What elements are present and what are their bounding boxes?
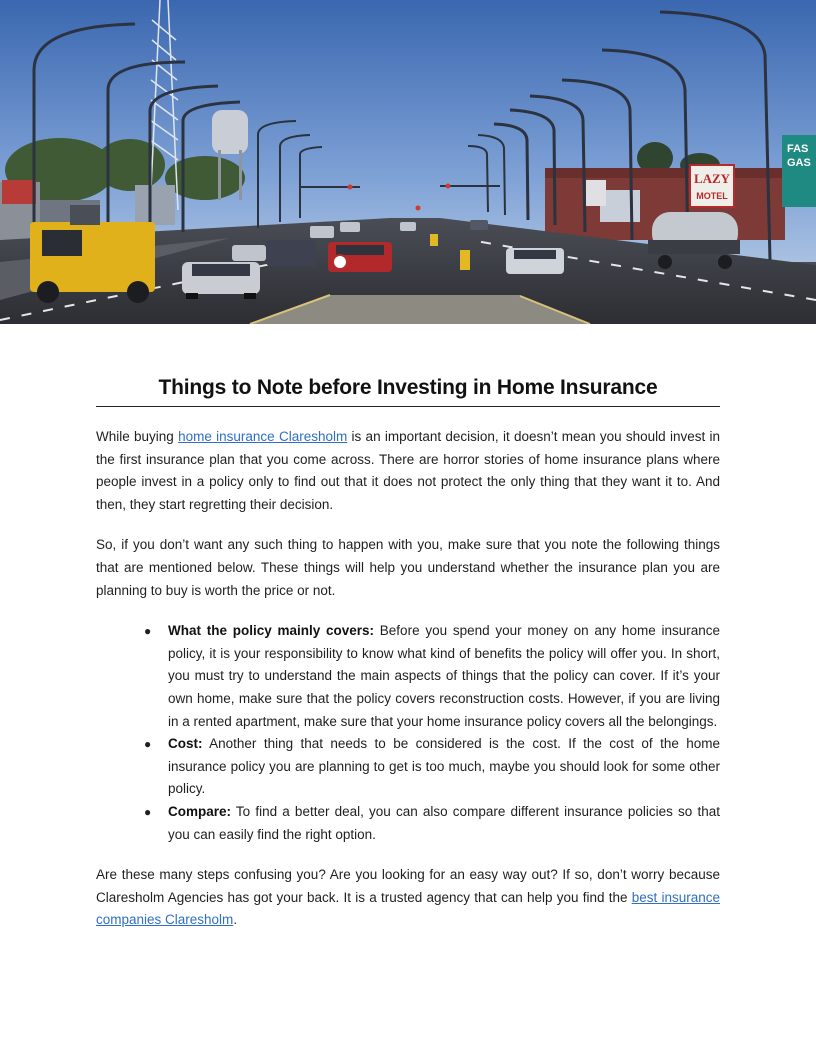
bullet-text: To find a better deal, you can also compare different insurance policies so that you can easily find the right option. [168, 803, 720, 842]
best-insurance-companies-claresholm-link[interactable]: best insurance companies Claresholm [96, 889, 720, 928]
bullet-label: Cost: [168, 736, 203, 752]
document-title: Things to Note before Investing in Home Insurance [96, 376, 720, 407]
car-white-right [506, 248, 564, 274]
bullet-icon: ● [144, 624, 152, 639]
paragraph-intro [96, 426, 720, 516]
hero-photo [0, 0, 816, 324]
bullet-list [96, 620, 720, 846]
document-body [96, 376, 720, 932]
bullet-icon: ● [144, 737, 152, 752]
closing-text-after: . [233, 912, 238, 928]
list-item [144, 801, 720, 846]
bullet-label: What the policy mainly covers: [168, 623, 375, 639]
paragraph-closing [96, 864, 720, 932]
bullet-text: Before you spend your money on any home insurance policy, it is your responsibility to know what kind of benefits the policy will offer you. In short, you must try to understand the main aspects of things that the policy can cover. If it’s your own home, make sure that the policy covers reconstruction costs. However, if you are living in a rented apartment, make sure that your home insurance policy covers all the belongings. [168, 623, 720, 729]
motel-sign-bottom: MOTEL [696, 191, 728, 201]
closing-text-before: Are these many steps confusing you? Are you looking for an easy way out? If so, don’t worry because Claresholm Agencies has got your back. It is a trusted agency that can help you find the [96, 867, 720, 905]
list-item [144, 620, 720, 733]
intro-text-after: is an important decision, it doesn’t mean you should invest in the first insurance plan that you come across. There are horror stories of home insurance plans where people invest in a policy only to find out that it does not protect the only thing that they want it to. And then, they start regretting their decision. [96, 429, 721, 512]
gas-sign-bottom: GAS [787, 157, 811, 169]
car-dark [266, 240, 316, 266]
bullet-text: Another thing that needs to be considered is the cost. If the cost of the home insurance policy you are planning to get is too much, maybe you should look for some other policy. [168, 736, 720, 797]
intro-text-before: While buying [96, 429, 179, 444]
street-scene-image [0, 0, 816, 324]
bullet-icon: ● [144, 804, 152, 819]
motel-sign-top: LAZY [693, 171, 731, 186]
gas-sign-top: FAS [787, 143, 809, 155]
bullet-label: Compare: [168, 803, 232, 819]
car-white-left [182, 262, 260, 299]
home-insurance-claresholm-link[interactable]: home insurance Claresholm [178, 429, 348, 444]
list-item [144, 733, 720, 801]
paragraph-following-things: So, if you don’t want any such thing to happen with you, make sure that you note the following things that are mentioned below. These things will help you understand whether the insurance plan you are planning to buy is worth the price or not. [96, 537, 720, 598]
